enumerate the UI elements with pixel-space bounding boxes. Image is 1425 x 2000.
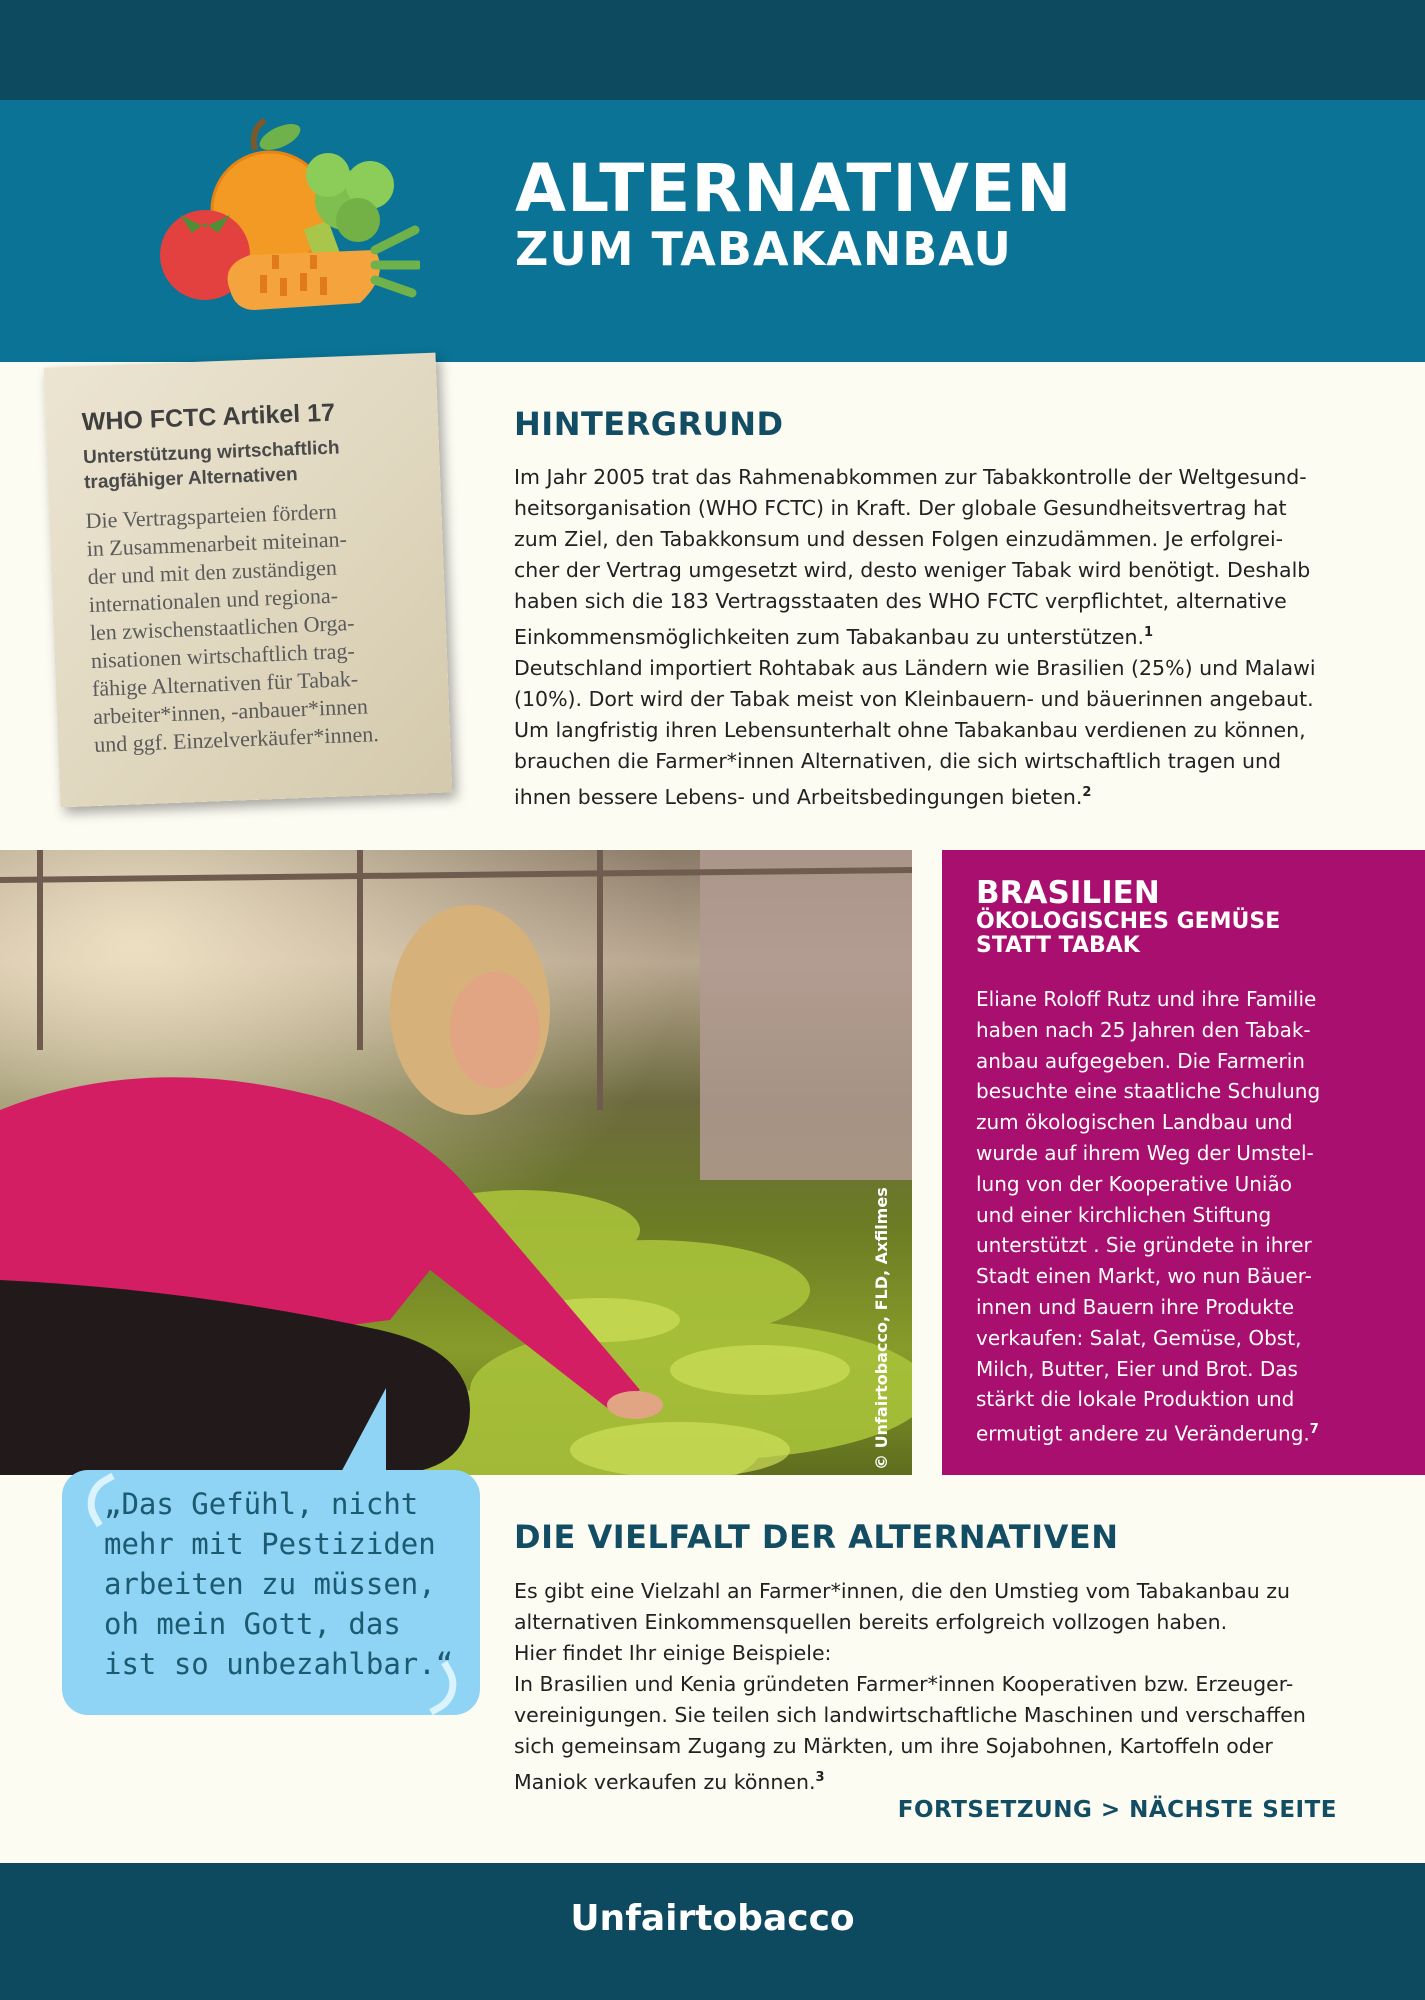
- footnote-1: 1: [1143, 625, 1154, 640]
- vielfalt-text-body: Es gibt eine Vielzahl an Farmer*innen, die den Umstieg vom Tabakanbau zu alternativen Einkommensquellen bereits erfolgreich vollzogen haben. Hier findet Ihr einige Beispiele: In Brasilien und Kenia gründeten Farmer*innen Kooperativen bzw. Erzeuger- vereinigungen. Sie teilen sich landwirtschaftliche Maschinen und verschaffen sich gemeinsam Zugang zu Märkten, um ihre Sojabohnen, Kartoffeln oder Maniok verkaufen zu können.: [514, 1579, 1306, 1794]
- note-subtitle: Unterstützung wirtschaftlich tragfähiger Alternativen: [82, 437, 340, 494]
- vegetables-icon: [160, 115, 420, 335]
- brasilien-subheading-2: STATT TABAK: [976, 933, 1140, 958]
- hintergrund-heading: HINTERGRUND: [514, 405, 784, 443]
- page-subtitle: ZUM TABAKANBAU: [515, 222, 1012, 276]
- footer-brand: Unfairtobacco: [570, 1898, 855, 1939]
- footnote-2: 2: [1082, 784, 1092, 800]
- top-strip: [0, 0, 1425, 100]
- note-title: WHO FCTC Artikel 17: [81, 398, 336, 437]
- photo-credit: © Unfairtobacco, FLD, Axfilmes: [872, 1187, 891, 1470]
- farmer-photo: [0, 850, 912, 1475]
- brasilien-box: [942, 850, 1425, 1475]
- quote-text: „Das Gefühl, nicht mehr mit Pestiziden arbeiten zu müssen, oh mein Gott, das ist so unbezahlbar.“: [104, 1487, 454, 1681]
- brasilien-subheading-1: ÖKOLOGISCHES GEMÜSE: [976, 909, 1281, 934]
- brasilien-text-body: Eliane Roloff Rutz und ihre Familie haben nach 25 Jahren den Tabak- anbau aufgegeben. Die Farmerin besuchte eine staatliche Schulung zum ökologischen Landbau und wurde auf ihrem Weg der Umstel- lung von der Kooperative União und einer kirchlichen Stiftung unterstützt . Sie gründete in ihrer Stadt einen Markt, wo nun Bäuer- innen und Bauern ihre Produkte verkaufen: Salat, Gemüse, Obst, Milch, Butter, Eier und Brot. Das stärkt die lokale Produktion und ermutigt andere zu Veränderung.: [976, 987, 1321, 1446]
- note-body: Die Vertragsparteien fördern in Zusammenarbeit miteinan- der und mit den zuständigen internationalen und regiona- len zwischenstaatlichen Orga- nisationen wirtschaftlich trag- fähige Alternativen für Tabak- arbeiter*innen, -anbauer*innen und ggf. Einzelverkäufer*innen.: [85, 498, 380, 758]
- footnote-3: 3: [815, 1770, 825, 1785]
- vielfalt-text: [514, 1576, 1344, 1798]
- brasilien-text: [976, 984, 1401, 1450]
- article-note-card: [44, 353, 453, 808]
- brasilien-heading: BRASILIEN: [976, 875, 1160, 911]
- page-title: ALTERNATIVEN: [515, 150, 1073, 227]
- vielfalt-heading: DIE VIELFALT DER ALTERNATIVEN: [514, 1518, 1119, 1556]
- continue-next-page-link[interactable]: FORTSETZUNG > NÄCHSTE SEITE: [897, 1797, 1337, 1823]
- hintergrund-text-part1: Im Jahr 2005 trat das Rahmenabkommen zur Tabakkontrolle der Weltgesund- heitsorganisation (WHO FCTC) in Kraft. Der globale Gesundheitsvertrag hat zum Ziel, den Tabakkonsum und dessen Folgen einzudämmen. Je erfolgrei- cher der Vertrag umgesetzt wird, desto weniger Tabak wird benötigt. Deshalb haben sich die 183 Vertragsstaaten des WHO FCTC verpflichtet, alternative Einkommensmöglichkeiten zum Tabakanbau zu unterstützen.: [514, 465, 1311, 649]
- speech-bubble-tail: [338, 1388, 386, 1478]
- hintergrund-text-part2: Deutschland importiert Rohtabak aus Ländern wie Brasilien (25%) und Malawi (10%). Dort wird der Tabak meist von Kleinbauern- und bäuerinnen angebaut. Um langfristig ihren Lebensunterhalt ohne Tabakanbau verdienen zu können, brauchen die Farmer*innen Alternativen, die sich wirtschaftlich tragen und ihnen bessere Lebens- und Arbeitsbedingungen bieten.: [514, 655, 1316, 809]
- hintergrund-text: [514, 462, 1334, 813]
- footnote-7: 7: [1309, 1422, 1319, 1438]
